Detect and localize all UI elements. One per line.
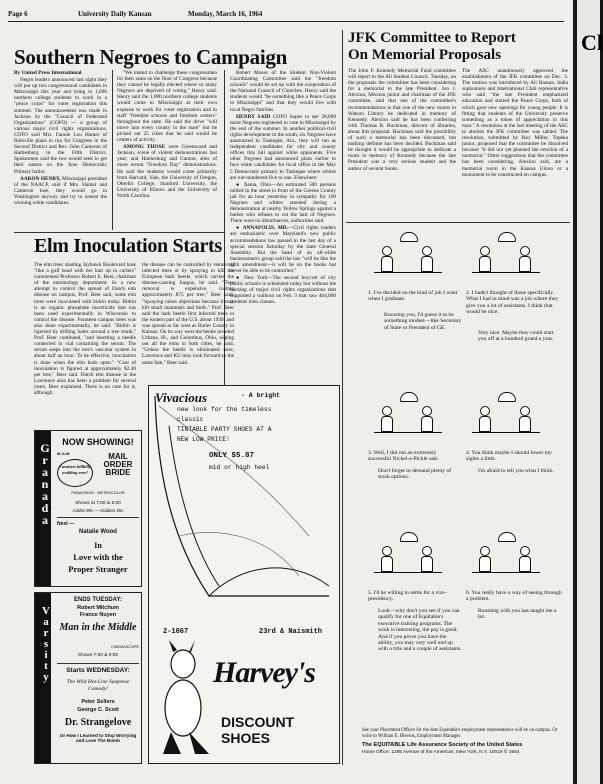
next-label: Next — <box>57 521 75 527</box>
column-rule <box>112 70 113 230</box>
starts-wednesday: Starts WEDNESDAY: <box>66 667 130 674</box>
desk <box>472 572 540 573</box>
next-title-3: Proper Stranger <box>68 564 128 574</box>
south-col3e-text: ● New York—The second boycott of city public schools is scheduled today but without the backing of major civil rights organizations that supported a walkout on Feb. 3 that saw 464,000 students miss classes. <box>230 275 336 306</box>
lamp-icon <box>498 232 516 242</box>
varsity-ad <box>34 592 142 764</box>
vivacious-line-3: classic <box>177 416 204 423</box>
comic-panel-3 <box>368 388 448 446</box>
south-column-1 <box>14 70 107 230</box>
granada-ad <box>34 430 142 587</box>
roommate-figure <box>518 546 532 572</box>
harveys-address: 23rd & Naismith <box>259 628 323 636</box>
varsity-sidebar <box>35 593 51 763</box>
roommate-figure <box>420 406 434 432</box>
ad-divider <box>57 517 139 518</box>
elm-column-2: the disease can be controlled by removing infected trees or by spraying to kill the European bark beetle, which carries the disease-causing fungus, he said. "Tree removal is expensive, costing approximately $75 per tree," Beer said. "Spraying raises objections because it may kill small mammals and birds." Prof. Beer said the bark beetle first infected trees in the eastern part of the U.S. about 1930, and was spread as far west as Butler County in Kansas. On its way west the beetle invaded Urbana, Ill., and Columbus, Ohio, wiping out all the elms in both cities, he said. "Unless the beetle is eliminated here, Lawrence and KU may look forward to the same fate," Beer said. <box>142 262 234 366</box>
student-figure <box>478 246 492 272</box>
section-rule <box>346 222 570 223</box>
equitable-footer-3: Home Office: 1285 Avenue of the Americas, New York, N.Y. 10019 © 1964 <box>362 750 520 755</box>
kangaroo-mascot-icon <box>155 642 215 760</box>
jfk-column-1: The John F. Kennedy Memorial Fund committee will report to the All Student Council, Tuesday, on the proposals the committee has been considering for a memorial to the late President. Jon J. Alexiou, Mission junior and chairman of the JFK committee, said that one of the committee's recommendations is that one of the new rooms in Watson Library be dedicated in memory of Kennedy. Alexiou said he has been conferring with Thomas R. Buckman, director of libraries, about this proposal. Buckman said the possibility of such a memorial has been discussed, but nothing definite has been decided. Buckman said he thought it would be appropriate to dedicate a room in memory of Kennedy because the late President was a very serious student and the author of several books. <box>348 68 456 172</box>
varsity-star-2: France Nuyen <box>79 612 117 618</box>
elm-column-1: The elm trees shading Jayhawk Boulevard look "like a golf head with her hair up in curlers" commented Professor Robert E. Beer, chairman of the entomology department. In a new attempt to control the spread of Dutch elm disease on campus, Prof. Beer said, some elm trees were inoculated with bidrin today. Bidrin is an organic phosphate insecticide that has been used experimentally in Wisconsin to control the disease. Fourteen campus trees was also done experimentally, he said. "Bidrin is injected by drilling holes around a tree trunk," Prof. Beer continued, "and inserting a needle connected to vial containing the serum. The serum seeps into the tree's vascular system in about half an hour. To be effective, inoculation is done when the elm buds open." "Cost of inoculation is figured at approximately $2.40 per tree," Beer said. Dutch elm disease in the Lawrence area has been a problem for several years, Beer explained. There is no cure for it, although <box>34 262 136 396</box>
elm-headline: Elm Inoculation Starts <box>34 235 222 257</box>
varsity-star-3: Peter Sellers <box>81 699 115 705</box>
harveys-logo: Harvey's <box>213 656 315 689</box>
panel-3-caption: 3. Well, I did run an extremely successful Nickel-a-Pickle sale. <box>368 450 439 463</box>
panel-4-reply: I'm afraid to tell you what I think. <box>478 468 554 474</box>
vivacious-brand: Vivacious <box>155 390 208 405</box>
south-col2b-text: were Greenwood and Jackson, scene of violent demonstrations last year; and Hattiesburg and Canton, sites of more recent "Freedom Day" demonstrations. He said the students would come primarily from Harvard, Yale, the University of Oregon, Oberlin College, Stanford University, the University of Illinois and the University of North Carolina. <box>117 144 217 199</box>
panel-4-caption: 4. You think maybe I should lower my sights a little. <box>466 450 552 463</box>
south-headline: Southern Negroes to Campaign <box>14 45 287 69</box>
panel-1-reply: Knowing you, I'd guess it to be something modest—like Secretary of State or President of GE. <box>384 312 462 331</box>
varsity-showtimes: Shows 7:00 & 9:00 <box>77 653 119 658</box>
jfk-column-2: The ASC unanimously approved the establishment of the JFK committee on Dec. 3. The motion was introduced by Ali Hassan, India sophomore and International Club representative who said "the late President emphasized education and started the Peace Corps, both of which gave new openings for young people. It is fitting that students of the University preserve something as a token of appreciation to this man." A resolution at the last meeting of the ASC to abolish the JFK committee was tabled. The resolution, submitted by Roy Miller, Topeka junior, proposed that the committee be dissolved because "it did not yet planned the erection of a memorial." Other suggestions that the committee has been considering, Alexiou said, are a memorial room in the Kansas Union or a monument to be constructed on campus. <box>462 68 568 178</box>
panel-6-reply: Rooming with you has taught me a lot. <box>478 608 557 621</box>
panel-1-caption: 1. I've decided on the kind of job I want when I graduate. <box>368 290 458 303</box>
column-rule <box>342 30 343 765</box>
south-col3c-text: ● Xenia, Ohio—An estimated 500 persons milled in the street in front of the Greene County jail for an hour yesterday in sympathy for 100 Negroes and whites arrested during a demonstration at nearby Yellow Springs against a barber who refuses to cut the hair of Negroes. There were no disturbances, authorities said. <box>230 181 336 225</box>
lamp-icon <box>498 392 516 402</box>
south-column-2 <box>117 70 217 230</box>
lamp-icon <box>498 532 516 542</box>
vivacious-price: ONLY $5.87 <box>209 452 255 460</box>
jfk-headline <box>348 30 570 64</box>
roommate-figure <box>420 246 434 272</box>
roommate-figure <box>420 546 434 572</box>
comic-panel-2 <box>466 228 546 286</box>
south-byline: By United Press International <box>14 70 82 76</box>
panel-2-caption: 2. I hadn't thought of those specifically. What I had in mind was a job where they give you a lot of assistants. I think that would be nice. <box>466 290 559 316</box>
south-col3b-text: COFO hopes to see 28,000 more Negroes registered to vote in Mississippi by the end of the summer. In another political-civil rights development in the south, six Negroes have announced in Tuskegee, Ala., they will run as independent candidates for city and county offices this fall against white opponents. Five other Negroes had announced plans earlier to face white candidates for local office in the May 5 Democratic primary in Tuskegee where whites are out-numbered five to one. Elsewhere: <box>230 113 337 181</box>
south-col2b-lead: AMONG THOSE <box>123 144 166 151</box>
desk <box>374 432 442 433</box>
panel-5-caption: 5. I'd be willing to settle for a vice-presidency. <box>368 590 447 603</box>
comic-panel-4 <box>466 388 546 446</box>
section-rule <box>14 232 224 233</box>
student-figure <box>478 406 492 432</box>
next-star: Natalie Wood <box>79 529 117 535</box>
south-col3d-lead: ● ANNAPOLIS, MD. <box>236 225 288 232</box>
roommate-figure <box>518 246 532 272</box>
student-figure <box>380 546 394 572</box>
south-col1b-lead: AARON HENRY, <box>20 175 61 182</box>
comic-panel-1 <box>368 228 448 286</box>
next-title-2: Love with the <box>73 552 123 562</box>
tagline-bubble: Funniest hillbilly wedding ever! <box>57 459 93 487</box>
shoe-illustration <box>149 386 339 636</box>
ends-tuesday: ENDS TUESDAY: <box>73 597 122 603</box>
south-col1b-text: Mississippi president of the NAACP, said if Mrs. Hamer and Cameron lose, they would go to Washington anyway and try to unseat the winning white candidates. <box>14 175 107 206</box>
varsity-star-1: Robert Mitchum <box>77 605 119 611</box>
roommate-figure <box>518 406 532 432</box>
panel-3-reply: Don't forget to demand plenty of stock options. <box>378 468 452 481</box>
harveys-logo-area <box>155 642 335 760</box>
strangelove-subtitle: Or How I Learned to Stop Worrying and Love The Bomb <box>59 733 137 744</box>
vivacious-heel: mid or high heel <box>209 464 270 471</box>
panel-6-caption: 6. You really have a way of seeing through a problem. <box>466 590 562 603</box>
varsity-name: Varsity <box>40 605 52 682</box>
lamp-icon <box>400 232 418 242</box>
desk <box>472 432 540 433</box>
discount-shoes: DISCOUNT SHOES <box>221 714 295 746</box>
granada-sidebar <box>35 431 51 586</box>
panel-2-reply: Very nice. Maybe they could start you off at a hundred grand a year. <box>478 330 554 343</box>
adjacent-page-heading: Cl <box>581 30 603 55</box>
granada-name: Granada <box>38 441 52 525</box>
student-figure <box>380 246 394 272</box>
granada-prices: Adults 90c — Kiddies 25c <box>72 508 124 513</box>
masthead <box>8 8 564 22</box>
jfk-headline-line1: JFK Committee to Report <box>348 30 516 46</box>
page-number: Page 6 <box>8 10 28 18</box>
south-col3d-text: —Civil rights leaders are enthusiastic over Maryland's new public accommodations law passed in the last day of a special session Saturday by the state General Assembly. But the head of an all-white businessmen's group said the law "will be like the 18th amendment—it will be on the books but never be able to be controlled." <box>230 225 336 274</box>
vivacious-line-1: - A bright <box>241 392 281 399</box>
film-format: PANAVISION · METROCOLOR <box>71 491 125 495</box>
paper-name: University Daily Kansan <box>78 10 152 18</box>
comic-panel-5 <box>368 528 448 586</box>
lamp-icon <box>400 532 418 542</box>
desk <box>374 572 442 573</box>
vivacious-line-4: TINTABLE PARTY SHOES AT A <box>177 426 272 433</box>
equitable-footer-2: The EQUITABLE Life Assurance Society of the United States <box>362 742 523 748</box>
varsity-star-4: George C. Scott <box>77 707 119 713</box>
movie-title-man-in-the-middle: Man in the Middle <box>59 622 137 633</box>
next-title-1: In <box>94 541 102 550</box>
varsity-format: CINEMASCOPE <box>110 645 139 649</box>
equitable-ad <box>348 228 570 768</box>
movie-title-dr-strangelove: Dr. Strangelove <box>64 717 132 728</box>
south-col1-text: Negro leaders announced last night they will put up two congressional candidates in Mississippi this year and bring in 1,000 northern college students to work in a "peace corps" for voter registration this summer. The announcement was made in Jackson by the "Council of Federated Organizations" (COFO) — a group of various major civil rights organizations. COFO said Mrs. Fannie Lou Hamer of Ruleville plans to run for Congress in the Second District and Rev. John Cameron of Hattiesburg in the Fifth District. Spokesmen said the two would seek to get their names on the June Democratic Primary ballot. <box>14 77 107 175</box>
comic-panel-6 <box>466 528 546 586</box>
student-figure <box>478 546 492 572</box>
ad-divider <box>57 663 139 664</box>
desk <box>472 272 540 273</box>
south-col3-text: Robert Moses of the Student Non-Violent Coordinating Committee said the "freedom schools" would be set up with the cooperation of the National Council of Churches. Henry said the students would "be something like a Peace Corps to Mississippi" and that they would live with local Negro families. <box>230 70 336 113</box>
panel-5-reply: Look—why don't you see if you can qualify for one of Equitable's executive training programs. The work is interesting, the pay is good. And if you prove you have the ability, you may very well end up with a title and a couple of assistants. <box>378 608 462 653</box>
harveys-phone: 2-1067 <box>163 628 189 636</box>
studio-logo: M-G-M <box>57 451 70 456</box>
granada-showtimes: Shows at 7:00 & 9:00 <box>75 501 121 506</box>
varsity-tagline: The Wild Hot-Line Suspense Comedy! <box>66 679 130 692</box>
now-showing: NOW SHOWING! <box>62 437 134 447</box>
jfk-headline-line2: On Memorial Proposals <box>348 47 502 63</box>
lamp-icon <box>400 392 418 402</box>
vivacious-line-2: new look for the timeless <box>177 406 272 413</box>
issue-date: Monday, March 16, 1964 <box>188 10 263 18</box>
south-col3b-lead: HENRY SAID <box>236 113 271 120</box>
equitable-footer-1: See your Placement Officer for the date Equitable's employment representative will be on campus. Or write to William E. Blevins, Employment Manager. <box>362 728 558 739</box>
adjacent-page-edge <box>573 0 603 784</box>
harveys-ad <box>148 385 340 764</box>
movie-title-mail-order-bride: MAIL ORDER BRIDE <box>103 452 133 477</box>
desk <box>374 272 442 273</box>
vivacious-line-5: NEW LOW PRICE! <box>177 436 230 443</box>
south-col2-text: "We intend to challenge these congressmen for their seats on the floor of Congress because they cannot be legally elected where so many Negroes are deprived of voting," Henry said. Henry said the 1,000 northern college students would come to Mississippi at their own expense to work for voter registration and to staff "freedom schools and freedom centers" throughout the state. He said the drive "will move into every county in the state" but be picked out 25 cities that he said would be centers of activity. <box>117 70 217 144</box>
student-figure <box>380 406 394 432</box>
